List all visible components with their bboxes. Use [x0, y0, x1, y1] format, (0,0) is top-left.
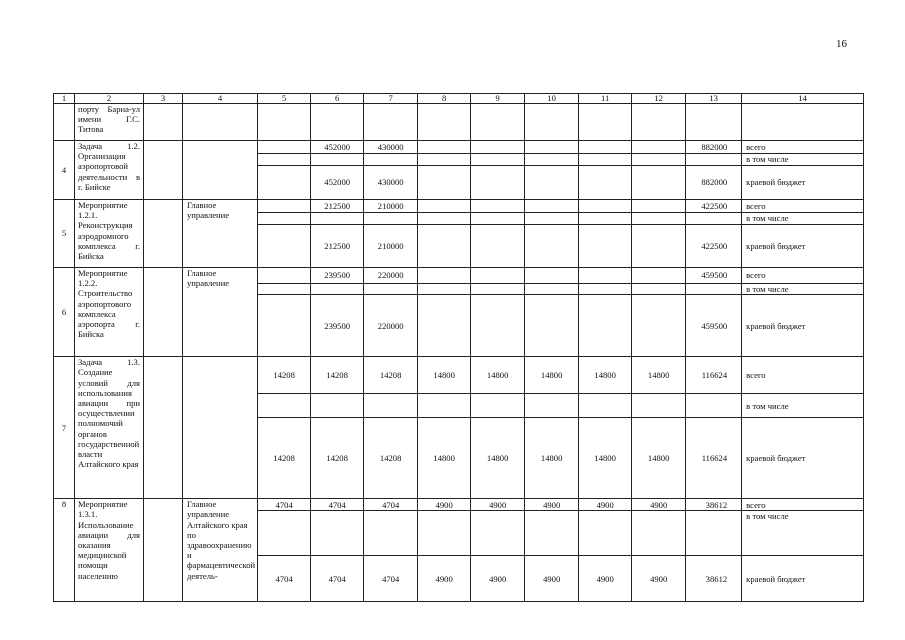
value-cell: 14800 [579, 357, 632, 394]
value-cell: 4704 [258, 556, 311, 602]
value-cell: 4900 [632, 499, 686, 511]
source-label: в том числе [742, 284, 864, 295]
value-cell: 210000 [364, 200, 418, 213]
value-cell: 14208 [258, 418, 311, 499]
executor-cell: Главное управление [183, 268, 258, 357]
header-row [54, 94, 864, 104]
measure-name: Задача 1.2. Организация аэропортовой деятельности в г. Бийске [75, 141, 144, 200]
value-cell: 239500 [311, 295, 364, 357]
total-cell: 422500 [686, 225, 742, 268]
total-cell: 116624 [686, 357, 742, 394]
value-cell: 14208 [311, 357, 364, 394]
header-cell: 5 [258, 94, 311, 104]
header-cell: 8 [418, 94, 471, 104]
row-number: 4 [54, 141, 75, 200]
source-label: всего [742, 499, 864, 511]
header-cell: 12 [632, 94, 686, 104]
value-cell: 220000 [364, 295, 418, 357]
value-cell: 452000 [311, 141, 364, 154]
value-cell: 212500 [311, 225, 364, 268]
value-cell: 14800 [632, 418, 686, 499]
value-cell: 14800 [418, 357, 471, 394]
source-label: краевой бюджет [742, 166, 864, 200]
total-cell: 116624 [686, 418, 742, 499]
total-cell: 459500 [686, 268, 742, 284]
value-cell: 452000 [311, 166, 364, 200]
value-cell: 4704 [364, 556, 418, 602]
value-cell: 210000 [364, 225, 418, 268]
source-label: в том числе [742, 511, 864, 556]
source-label: всего [742, 268, 864, 284]
source-label: всего [742, 141, 864, 154]
value-cell: 14800 [632, 357, 686, 394]
value-cell: 14800 [525, 357, 579, 394]
source-label: всего [742, 200, 864, 213]
header-cell: 7 [364, 94, 418, 104]
row-number: 7 [54, 357, 75, 499]
header-cell: 9 [471, 94, 525, 104]
header-cell: 14 [742, 94, 864, 104]
row-number: 8 [54, 499, 75, 602]
header-cell: 13 [686, 94, 742, 104]
value-cell: 4900 [632, 556, 686, 602]
header-cell: 3 [144, 94, 183, 104]
measure-name: Задача 1.3. Создание условий для использования авиации при осуществлении полномочий органов государственной власти Алтайского края [75, 357, 144, 499]
value-cell: 4900 [579, 499, 632, 511]
value-cell: 14208 [364, 418, 418, 499]
value-cell: 4704 [258, 499, 311, 511]
table-row [54, 200, 864, 213]
value-cell: 14800 [579, 418, 632, 499]
value-cell: 14208 [258, 357, 311, 394]
value-cell: 14208 [364, 357, 418, 394]
value-cell: 4704 [364, 499, 418, 511]
value-cell: 14800 [525, 418, 579, 499]
measure-name: Мероприятие 1.2.2. Строительство аэропортового комплекса аэропорта г. Бийска [75, 268, 144, 357]
row-number: 6 [54, 268, 75, 357]
total-cell: 422500 [686, 200, 742, 213]
value-cell: 14208 [311, 418, 364, 499]
source-label: краевой бюджет [742, 225, 864, 268]
total-cell: 38612 [686, 499, 742, 511]
measure-name: Мероприятие 1.3.1. Использование авиации для оказания медицинской помощи населению [75, 499, 144, 602]
total-cell: 459500 [686, 295, 742, 357]
value-cell: 4900 [471, 499, 525, 511]
header-cell: 6 [311, 94, 364, 104]
source-label: в том числе [742, 213, 864, 225]
value-cell: 430000 [364, 141, 418, 154]
source-label: в том числе [742, 394, 864, 418]
page-number: 16 [836, 38, 847, 50]
value-cell: 4900 [525, 499, 579, 511]
header-cell: 4 [183, 94, 258, 104]
value-cell: 220000 [364, 268, 418, 284]
measure-name: Мероприятие 1.2.1. Реконструкция аэродромного комплекса г. Бийска [75, 200, 144, 268]
value-cell: 4900 [471, 556, 525, 602]
table-row [54, 104, 864, 141]
value-cell: 14800 [471, 357, 525, 394]
source-label: краевой бюджет [742, 418, 864, 499]
header-cell: 2 [75, 94, 144, 104]
executor-cell: Главное управление [183, 200, 258, 268]
table-row [54, 499, 864, 511]
table-row [54, 357, 864, 394]
value-cell: 14800 [471, 418, 525, 499]
value-cell: 4704 [311, 499, 364, 511]
row-number: 5 [54, 200, 75, 268]
table-row [54, 268, 864, 284]
source-label: краевой бюджет [742, 556, 864, 602]
executor-cell: Главное управление Алтайского края по здравоохранению и фармацевтической деятель- [183, 499, 258, 602]
value-cell: 430000 [364, 166, 418, 200]
table-row [54, 141, 864, 154]
total-cell: 38612 [686, 556, 742, 602]
header-cell: 10 [525, 94, 579, 104]
value-cell: 212500 [311, 200, 364, 213]
total-cell: 882000 [686, 141, 742, 154]
value-cell: 4900 [579, 556, 632, 602]
header-cell: 11 [579, 94, 632, 104]
value-cell: 4900 [418, 556, 471, 602]
value-cell: 4900 [418, 499, 471, 511]
budget-table [53, 93, 864, 602]
value-cell: 4900 [525, 556, 579, 602]
header-cell: 1 [54, 94, 75, 104]
value-cell: 239500 [311, 268, 364, 284]
source-label: краевой бюджет [742, 295, 864, 357]
source-label: всего [742, 357, 864, 394]
source-label: в том числе [742, 154, 864, 166]
value-cell: 4704 [311, 556, 364, 602]
measure-name: порту Барна-ул имени Г.С. Титова [75, 104, 144, 141]
value-cell: 14800 [418, 418, 471, 499]
total-cell: 882000 [686, 166, 742, 200]
